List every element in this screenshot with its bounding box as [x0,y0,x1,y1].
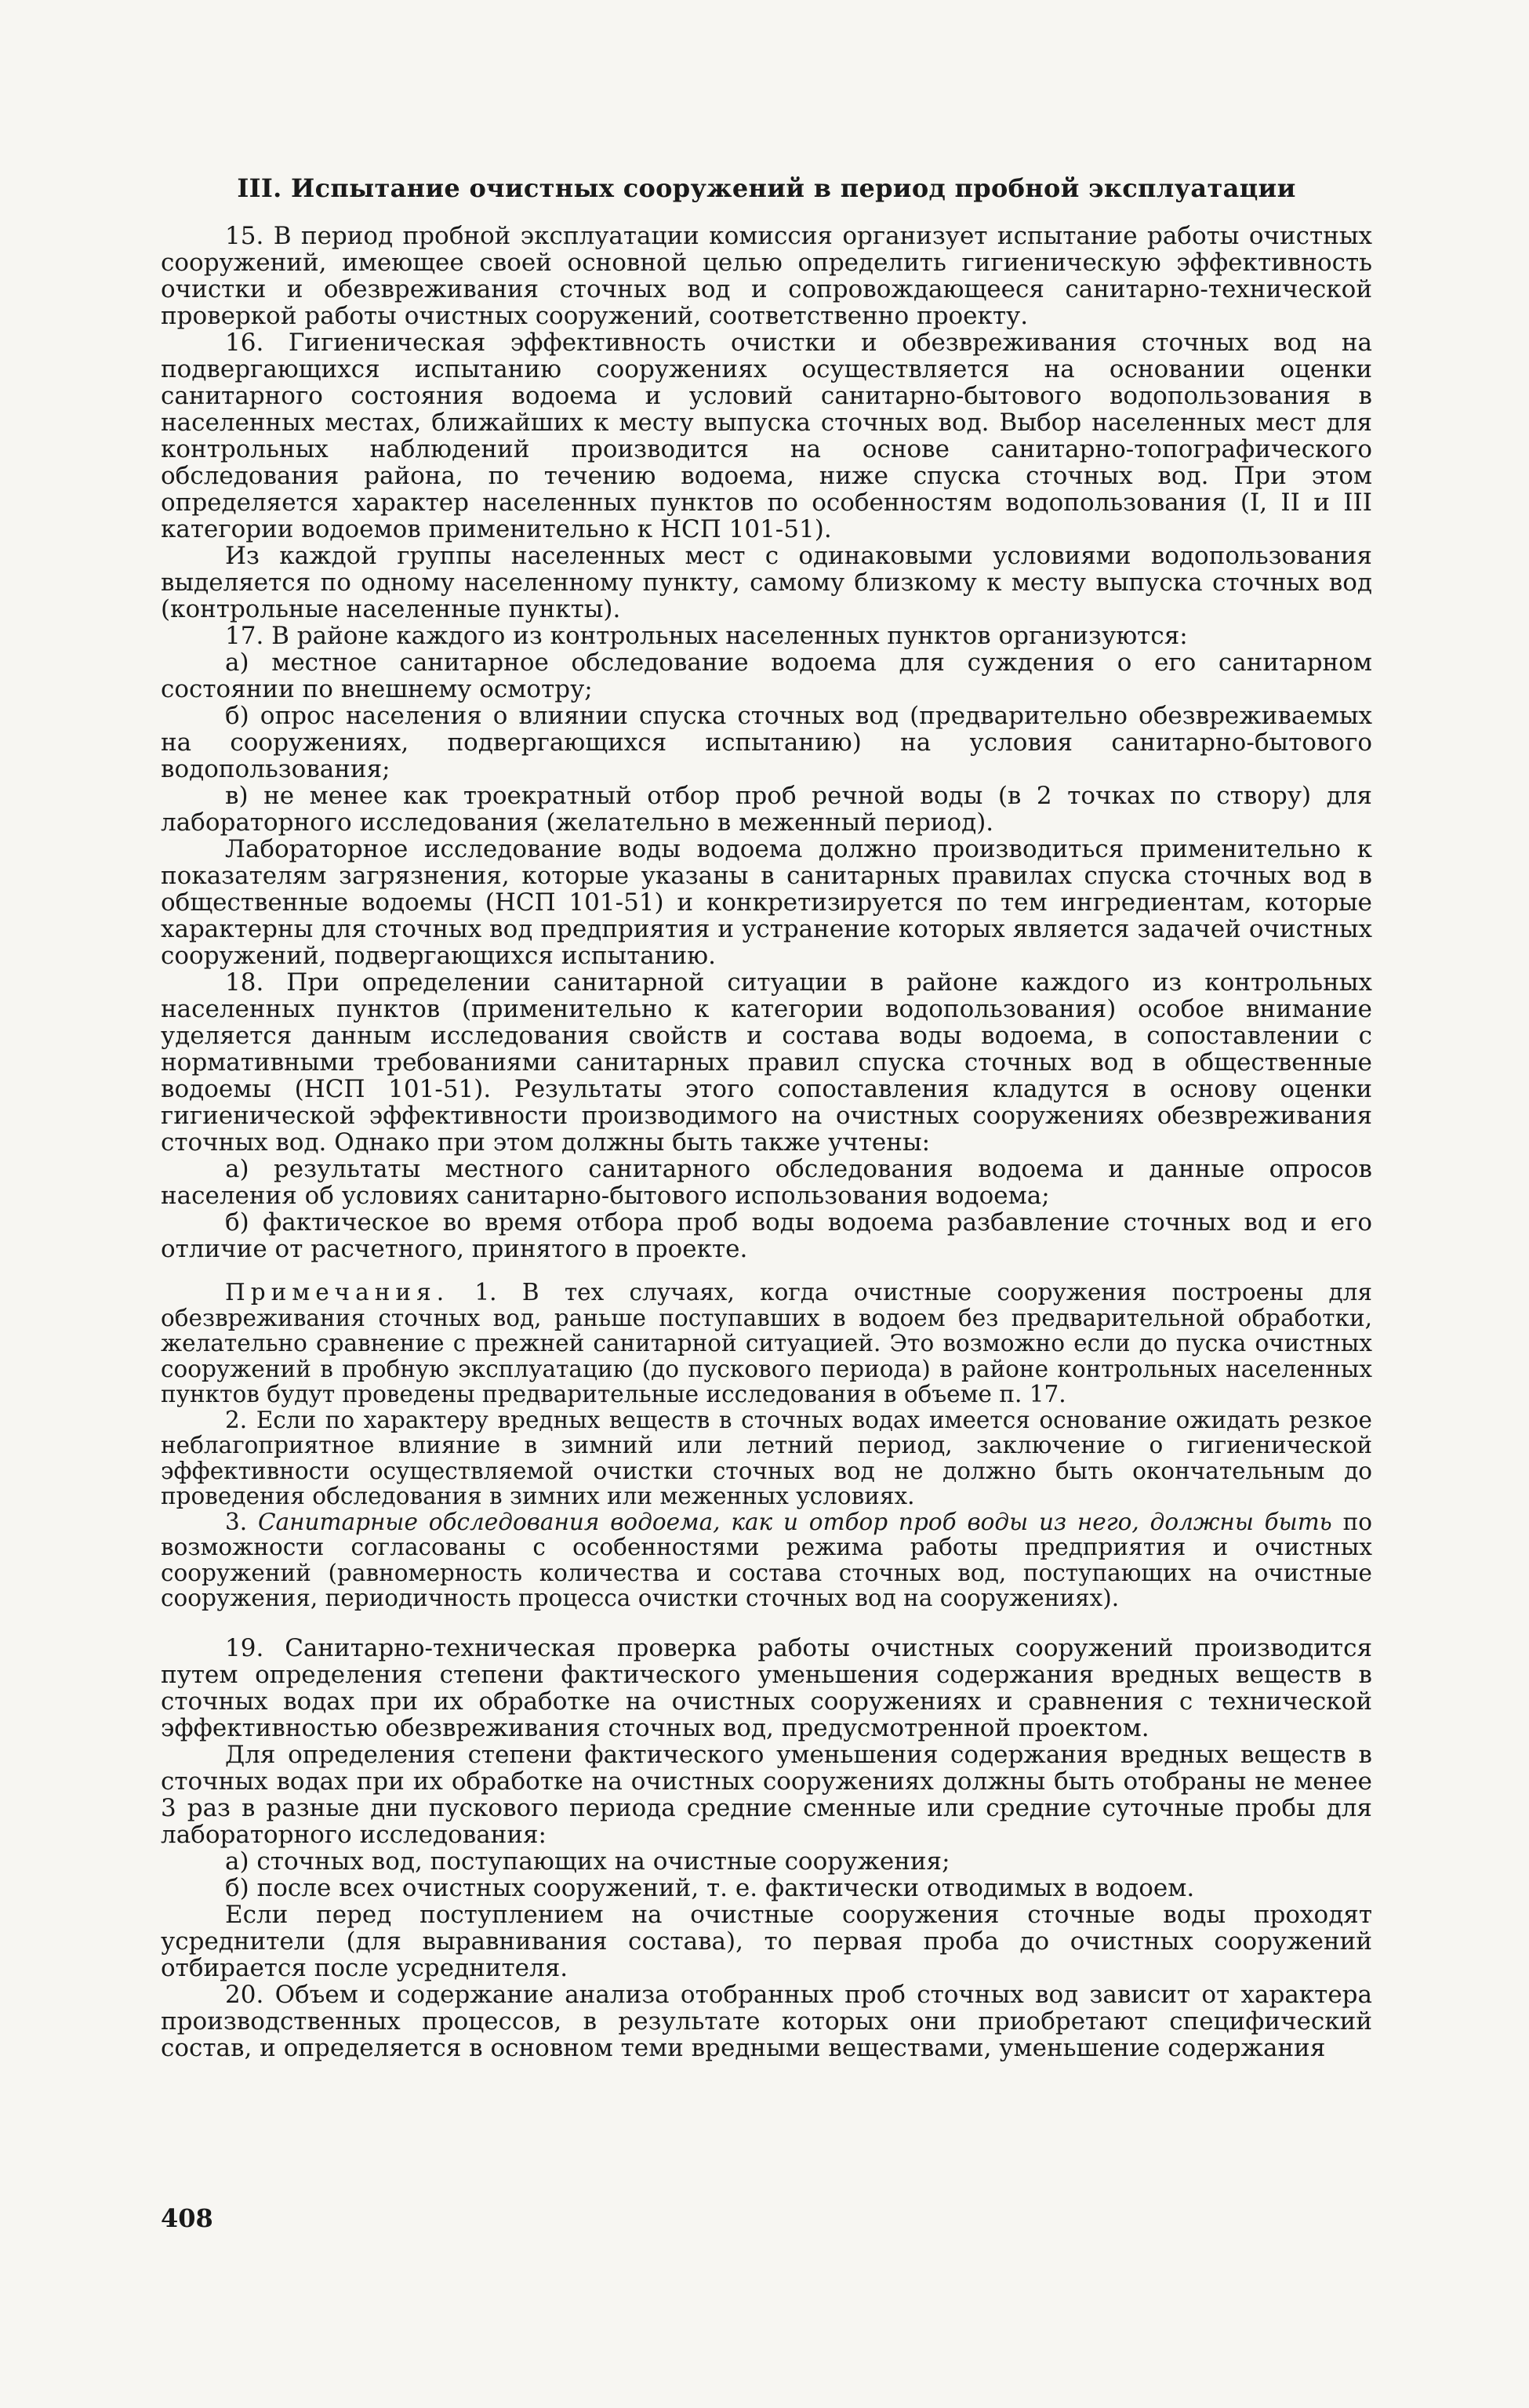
paragraph-20: 20. Объем и содержание анализа отобранных проб сточных вод зависит от характера производственных процессов, в результате которых они приобретают специфический состав, и определяется в основном теми вредными веществами, уменьшение содержания [161,1980,1372,2062]
note-2: 2. Если по характеру вредных веществ в сточных водах имеется основание ожидать резкое неблагоприятное влияние в зимний или летний период, заключение о гигиенической эффективности осуществляемой очистки сточных вод не должно быть окончательным до проведения обследования в зимних или меженных условиях. [161,1406,1372,1509]
note-1 [161,1280,1372,1407]
paragraph-19-averager: Если перед поступлением на очистные сооружения сточные воды проходят усреднители (для выравнивания состава), то первая проба до очистных сооружений отбирается после усреднителя. [161,1900,1372,1982]
note-3-number: 3. [225,1508,258,1535]
paragraph-16: 16. Гигиеническая эффективность очистки и обезвреживания сточных вод на подвергающихся испытанию сооружениях осуществляется на основании оценки санитарного состояния водоема и условий санитарно-бытового водопользования в населенных местах, ближайших к месту выпуска сточных вод. Выбор населенных мест для контрольных наблюдений производится на основе санитарно-топографического обследования района, по течению водоема, ниже спуска сточных вод. При этом определяется характер населенных пунктов по особенностям водопользования (I, II и III категории водоемов применительно к НСП 101-51). [161,329,1372,543]
paragraph-18-item-a: а) результаты местного санитарного обследования водоема и данные опросов населения об условиях санитарно-бытового использования водоема; [161,1155,1372,1210]
paragraph-19-item-b: б) после всех очистных сооружений, т. е. фактически отводимых в водоем. [225,1873,1195,1902]
note-3 [161,1509,1372,1611]
paragraph-18-item-b: б) фактическое во время отбора проб воды водоема разбавление сточных вод и его отличие от расчетного, принятого в проекте. [161,1208,1372,1263]
notes-label: Примечания. [225,1279,450,1306]
paragraph-17-lab: Лабораторное исследование воды водоема должно производиться применительно к показателям загрязнения, которые указаны в санитарных правилах спуска сточных вод в общественные водоемы (НСП 101-51) и конкретизируется по тем ингредиентам, которые характерны для сточных вод предприятия и устранение которых является задачей очистных сооружений, подвергающихся испытанию. [161,835,1372,970]
note-3-italic-text: Санитарные обследования водоема, как и отбор проб воды из него, должны быть [257,1508,1332,1535]
note-3-text: по возможности согласованы с особенностями режима работы предприятия и очистных сооружений (равномерность количества и состава сточных вод, поступающих на очистные сооружения, периодичность процесса очистки сточных вод на сооружениях). [161,1508,1372,1611]
page-number: 408 [161,2203,213,2233]
paragraph-15: 15. В период пробной эксплуатации комиссия организует испытание работы очистных сооружений, имеющее своей основной целью определить гигиеническую эффективность очистки и обезвреживания сточных вод и сопровождающееся санитарно-технической проверкой работы очистных сооружений, соответственно проекту. [161,222,1372,330]
paragraph-17-item-a: а) местное санитарное обследование водоема для суждения о его санитарном состоянии по внешнему осмотру; [161,648,1372,703]
paragraph-19-item-a: а) сточных вод, поступающих на очистные сооружения; [225,1847,950,1876]
spacer [161,1611,1372,1635]
paragraph-19-sampling: Для определения степени фактического уменьшения содержания вредных веществ в сточных водах при их обработке на очистных сооружениях должны быть отобраны не менее 3 раз в разные дни пускового периода средние сменные или средние суточные пробы для лабораторного исследования: [161,1740,1372,1849]
paragraph-17-item-b: б) опрос населения о влиянии спуска сточных вод (предварительно обезвреживаемых на сооружениях, подвергающихся испытанию) на условия санитарно-бытового водопользования; [161,702,1372,783]
paragraph-19: 19. Санитарно-техническая проверка работы очистных сооружений производится путем определения степени фактического уменьшения содержания вредных веществ в сточных водах при их обработке на очистных сооружениях и сравнения с технической эффективностью обезвреживания сточных вод, предусмотренной проектом. [161,1633,1372,1742]
section-heading: III. Испытание очистных сооружений в период пробной эксплуатации [237,173,1296,203]
document-page [161,171,1372,2061]
paragraph-17-item-v: в) не менее как троекратный отбор проб речной воды (в 2 точках по створу) для лабораторного исследования (желательно в меженный период). [161,782,1372,837]
paragraph-17: 17. В районе каждого из контрольных населенных пунктов организуются: [225,622,1188,650]
notes-block [161,1280,1372,1611]
note-1-text: 1. В тех случаях, когда очистные сооружения построены для обезвреживания сточных вод, раньше поступавших в водоем без предварительной обработки, желательно сравнение с прежней санитарной ситуацией. Это возможно если до пуска очистных сооружений в пробную эксплуатацию (до пускового периода) в районе контрольных населенных пунктов будут проведены предварительные исследования в объеме п. 17. [161,1279,1372,1407]
paragraph-18: 18. При определении санитарной ситуации в районе каждого из контрольных населенных пунктов (применительно к категории водопользования) особое внимание уделяется данным исследования свойств и состава воды водоема, в сопоставлении с нормативными требованиями санитарных правил спуска сточных вод в общественные водоемы (НСП 101-51). Результаты этого сопоставления кладутся в основу оценки гигиенической эффективности производимого на очистных сооружениях обезвреживания сточных вод. Однако при этом должны быть также учтены: [161,968,1372,1157]
paragraph-16-continued: Из каждой группы населенных мест с одинаковыми условиями водопользования выделяется по одному населенному пункту, самому близкому к месту выпуска сточных вод (контрольные населенные пункты). [161,542,1372,623]
